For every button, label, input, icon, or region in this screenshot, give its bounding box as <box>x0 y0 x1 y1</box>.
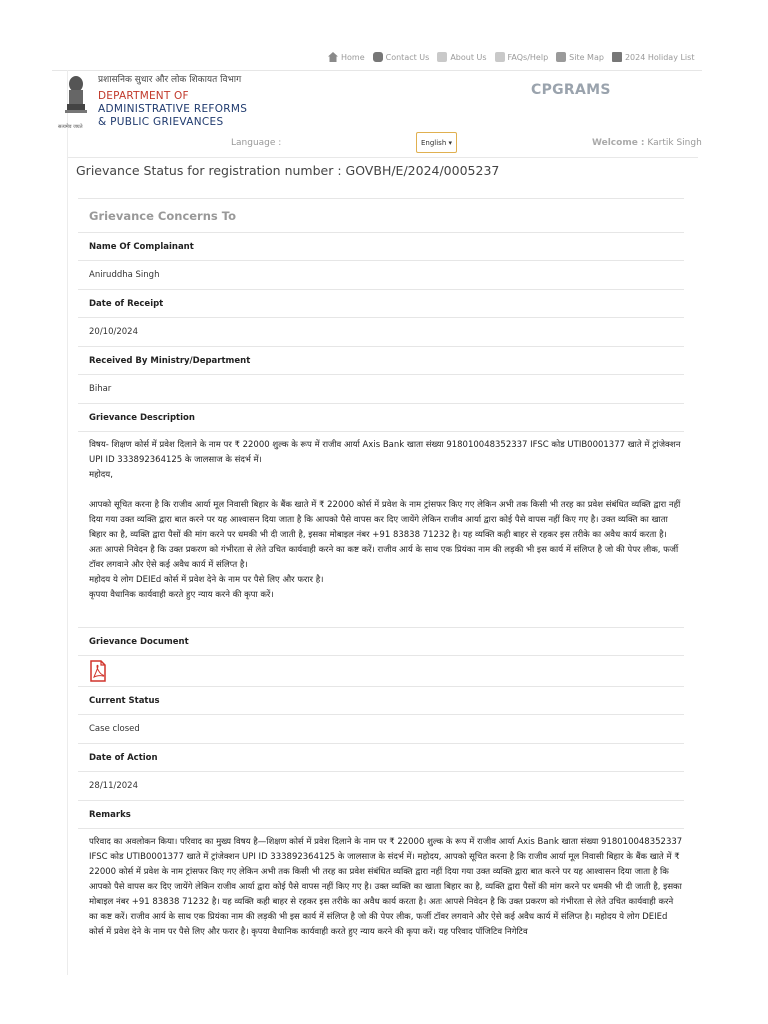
description-line: अतः आपसे निवेदन है कि उक्त प्रकरण को गंभीरता से लेते उचित कार्यवाही करने का कष्ट करें। राजीव आर्य के साथ एक प्रियंका नाम की लड़की भी इस कार्य में संलिप्त है जो की पेपर लीक, फर्जी टॉवर लगवाने और ऐसे कई अवैध कार्य में संलिप्त है। <box>89 545 679 570</box>
title-divider <box>68 157 698 158</box>
department-logo[interactable] <box>98 72 247 128</box>
description-line <box>89 483 684 498</box>
remarks-label: Remarks <box>78 800 684 828</box>
welcome-user: Kartik Singh <box>647 138 702 148</box>
nav-holiday-list[interactable]: 2024 Holiday List <box>612 52 695 62</box>
national-emblem-icon <box>60 74 92 124</box>
home-icon <box>328 52 338 62</box>
description-line: कृपया वैधानिक कार्यवाही करते हुए न्याय करने की कृपा करें। <box>89 590 274 600</box>
remarks-paragraph: परिवाद का अवलोकन किया। परिवाद का मुख्य विषय है—शिक्षण कोर्स में प्रवेश दिलाने के नाम पर ₹ 22000 शुल्क के रूप में राजीव आर्या Axis Bank खाता संख्या 918010048352337 IFSC कोड UTIB0001377 खाते में ट्रांजेक्शन UPI ID 333892364125 के जालसाज के संदर्भ में। महोदय, आपको सूचित करना है कि राजीव आर्या मूल निवासी बिहार के बैंक खाते में ₹ 22000 कोर्स में प्रवेश के नाम ट्रांसफर किए गए लेकिन अभी तक किसी भी तरह का प्रवेश संबंधित व्यक्ति द्वारा नहीं दिया गया उक्त व्यक्ति द्वारा बात करने पर यह आश्वासन दिया जाता है कि आपको पैसे वापस कर दिए जायेंगे लेकिन राजीव आर्या द्वारा कोई पैसे वापस नहीं किए गए है। उक्त व्यक्ति का खाता बिहार का है, व्यक्ति द्वारा पैसों की मांग करने पर धमकी भी दी जाती है, इसका मोबाइल नंबर +91 83838 71232 है। यह व्यक्ति कही बाहर से रहकर इस तरीके का अवैध कार्य करता है। अतः आपसे निवेदन है कि उक्त प्रकरण को गंभीरता से लेते उचित कार्यवाही करने का कष्ट करें। राजीव आर्य के साथ एक प्रियंका नाम की लड़की भी इस कार्य में संलिप्त है जो की पेपर लीक, फर्जी टॉवर लगवाने और ऐसे कई अवैध कार्य में संलिप्त है। महोदय ये लोग DEIEd कोर्स में प्रवेश देने के नाम पर पैसे लिए और फरार है। कृपया वैधानिक कार्यवाही करते हुए न्याय करने की कृपा करें। यह परिवाद पॉजिटिव निगेटिव <box>89 837 683 937</box>
language-label: Language : <box>231 138 282 148</box>
description-line: महोदय, <box>89 470 113 480</box>
language-select[interactable]: English ▾ <box>416 132 457 153</box>
description-line: विषय- शिक्षण कोर्स में प्रवेश दिलाने के नाम पर ₹ 22000 शुल्क के रूप में राजीव आर्या Axis Bank खाता संख्या 918010048352337 IFSC कोड UTIB0001377 खाते में ट्रांजेक्शन UPI ID 333892364125 के जालसाज के संदर्भ में। <box>89 440 681 465</box>
description-line: महोदय ये लोग DEIEd कोर्स में प्रवेश देने के नाम पर पैसे लिए और फरार है। <box>89 575 324 585</box>
action-date-value: 28/11/2024 <box>78 771 684 800</box>
nav-site-map[interactable]: Site Map <box>556 52 604 62</box>
phone-icon <box>373 52 383 62</box>
department-hindi-name: प्रशासनिक सुधार और लोक शिकायत विभाग <box>98 75 242 85</box>
department-line-3: & PUBLIC GRIEVANCES <box>98 116 224 128</box>
ministry-label: Received By Ministry/Department <box>78 346 684 374</box>
description-line: आपको सूचित करना है कि राजीव आर्या मूल निवासी बिहार के बैंक खाते में ₹ 22000 कोर्स में प्रवेश के नाम ट्रांसफर किए गए लेकिन अभी तक किसी भी तरह का प्रवेश संबंधित व्यक्ति द्वारा नहीं दिया गया उक्त व्यक्ति द्वारा बात करने पर यह आश्वासन दिया जाता है कि आपको पैसे वापस कर दिए जायेंगे लेकिन राजीव आर्या द्वारा कोई पैसे वापस नहीं किए गए है। उक्त व्यक्ति का खाता बिहार का है, व्यक्ति द्वारा पैसों की मांग करने पर धमकी भी दी जाती है, इसका मोबाइल नंबर +91 83838 71232 है। यह व्यक्ति कही बाहर से रहकर इस तरीके का अवैध कार्य करता है। <box>89 500 681 540</box>
description-label: Grievance Description <box>78 403 684 431</box>
top-navigation <box>328 52 694 62</box>
status-label: Current Status <box>78 686 684 714</box>
page-title: Grievance Status for registration number : GOVBH/E/2024/0005237 <box>76 163 500 178</box>
sitemap-icon <box>556 52 566 62</box>
pdf-icon[interactable] <box>89 660 107 682</box>
ministry-value: Bihar <box>78 374 684 403</box>
receipt-date-label: Date of Receipt <box>78 289 684 317</box>
action-date-label: Date of Action <box>78 743 684 771</box>
status-value: Case closed <box>78 714 684 743</box>
department-line-2: ADMINISTRATIVE REFORMS <box>98 103 248 115</box>
section-heading: Grievance Concerns To <box>78 198 684 232</box>
department-line-1: DEPARTMENT OF <box>98 90 189 102</box>
nav-faqs-help[interactable]: FAQs/Help <box>495 52 549 62</box>
content-left-border <box>67 70 68 975</box>
nav-home[interactable]: Home <box>328 52 365 62</box>
header-divider <box>52 70 702 71</box>
nav-contact-us[interactable]: Contact Us <box>373 52 430 62</box>
document-label: Grievance Document <box>78 627 684 655</box>
document-row <box>78 655 684 686</box>
description-text <box>78 431 684 627</box>
emblem-caption: सत्यमेव जयते <box>58 124 83 130</box>
remarks-text <box>78 828 684 956</box>
info-icon <box>437 52 447 62</box>
complainant-value: Aniruddha Singh <box>78 260 684 289</box>
brand-title: CPGRAMS <box>531 82 611 98</box>
complainant-label: Name Of Complainant <box>78 232 684 260</box>
receipt-date-value: 20/10/2024 <box>78 317 684 346</box>
nav-about-us[interactable]: About Us <box>437 52 486 62</box>
grievance-panel <box>78 198 684 956</box>
welcome-label: Welcome : <box>592 138 645 148</box>
calendar-icon <box>612 52 622 62</box>
help-icon <box>495 52 505 62</box>
welcome-text <box>592 138 702 148</box>
